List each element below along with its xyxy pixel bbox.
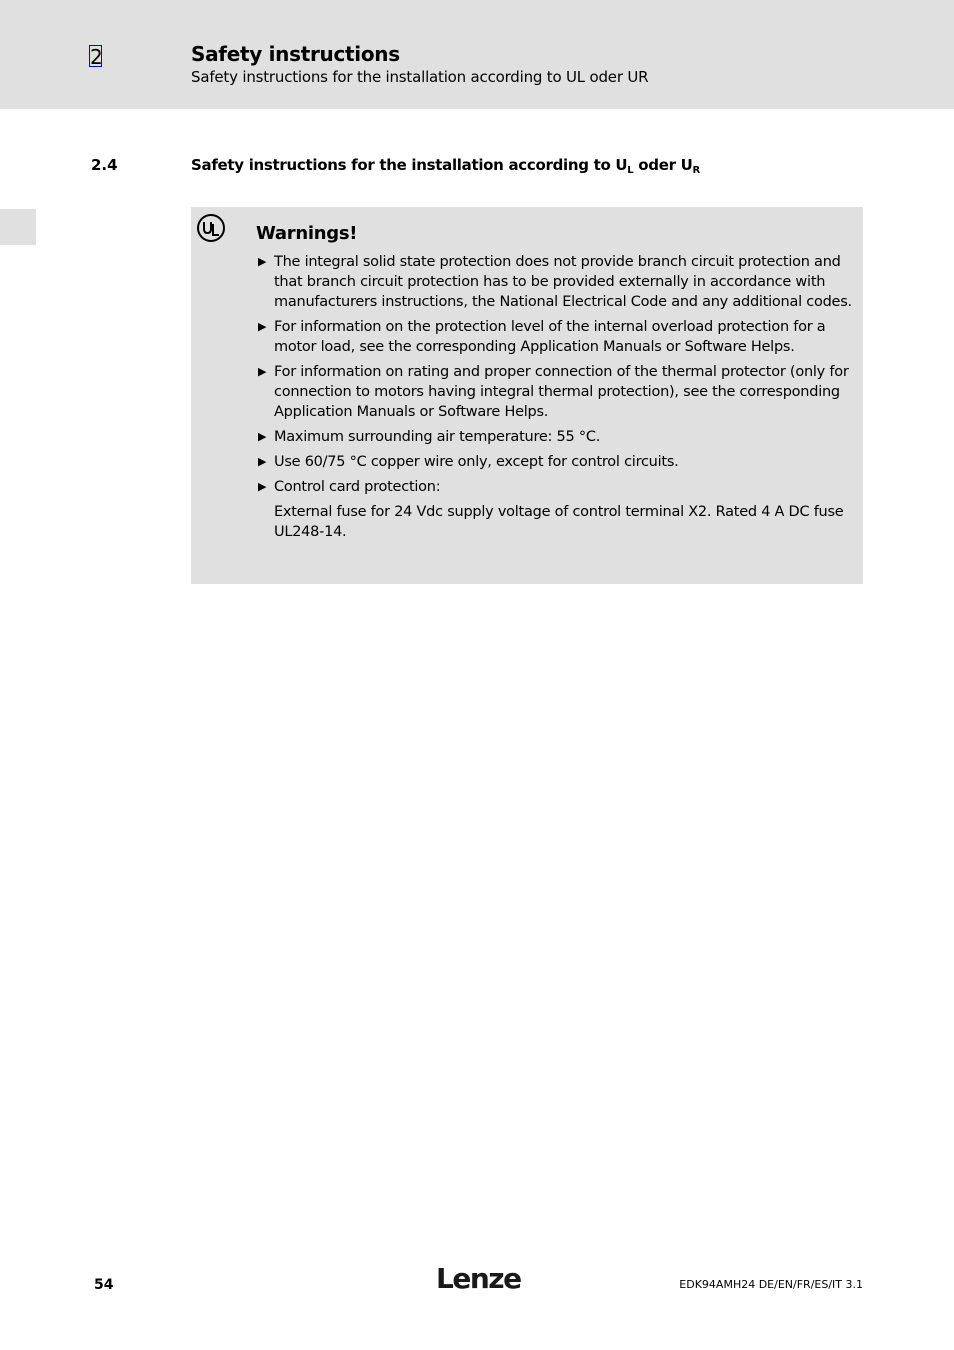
bullet-triangle-icon: ▶: [258, 255, 267, 268]
list-item: [258, 252, 858, 312]
warning-list: [258, 252, 858, 547]
list-item-text: For information on the protection level of the internal overload protection for a motor load, see the corresponding Application Manuals or Software Helps.: [274, 319, 826, 355]
chapter-subtitle: Safety instructions for the installation according to UL oder UR: [191, 68, 649, 86]
warning-box: [191, 207, 863, 584]
list-item: [258, 317, 858, 357]
list-item-text: Use 60/75 °C copper wire only, except for control circuits.: [274, 454, 679, 470]
list-item-text: Control card protection:: [274, 479, 441, 495]
section-title-mid: oder U: [633, 156, 693, 174]
section-title-prefix: Safety instructions for the installation according to U: [191, 156, 628, 174]
ul-certification-icon: [196, 213, 226, 243]
list-item-text: Maximum surrounding air temperature: 55 °C.: [274, 429, 601, 445]
bullet-triangle-icon: ▶: [258, 430, 267, 443]
list-item: [258, 452, 858, 472]
list-item-text: The integral solid state protection does not provide branch circuit protection and that branch circuit protection has to be provided externally in accordance with manufacturers instructions, the National Electrical Code and any additional codes.: [274, 254, 852, 310]
section-title-sub-r: R: [692, 165, 700, 176]
list-item: [258, 362, 858, 422]
page-number: 54: [94, 1277, 114, 1293]
chapter-title: Safety instructions: [191, 42, 400, 66]
list-item: [258, 427, 858, 447]
bullet-triangle-icon: ▶: [258, 455, 267, 468]
document-id: EDK94AMH24 DE/EN/FR/ES/IT 3.1: [679, 1278, 863, 1291]
section-title-sub-l: L: [627, 165, 634, 176]
warning-heading: Warnings!: [256, 223, 358, 244]
list-item-continuation: External fuse for 24 Vdc supply voltage of control terminal X2. Rated 4 A DC fuse UL248-14.: [274, 504, 844, 540]
bullet-triangle-icon: ▶: [258, 320, 267, 333]
list-item-text: For information on rating and proper connection of the thermal protector (only for connection to motors having integral thermal protection), see the corresponding Application Manuals or Software Helps.: [274, 364, 849, 420]
section-title: [191, 156, 700, 176]
side-tab-marker: [0, 209, 36, 245]
bullet-triangle-icon: ▶: [258, 480, 267, 493]
list-item: [258, 477, 858, 542]
section-number: 2.4: [91, 156, 118, 174]
bullet-triangle-icon: ▶: [258, 365, 267, 378]
brand-logo: Lenze: [436, 1262, 521, 1295]
chapter-number-link[interactable]: 2: [90, 45, 103, 69]
header-band: [0, 0, 954, 109]
